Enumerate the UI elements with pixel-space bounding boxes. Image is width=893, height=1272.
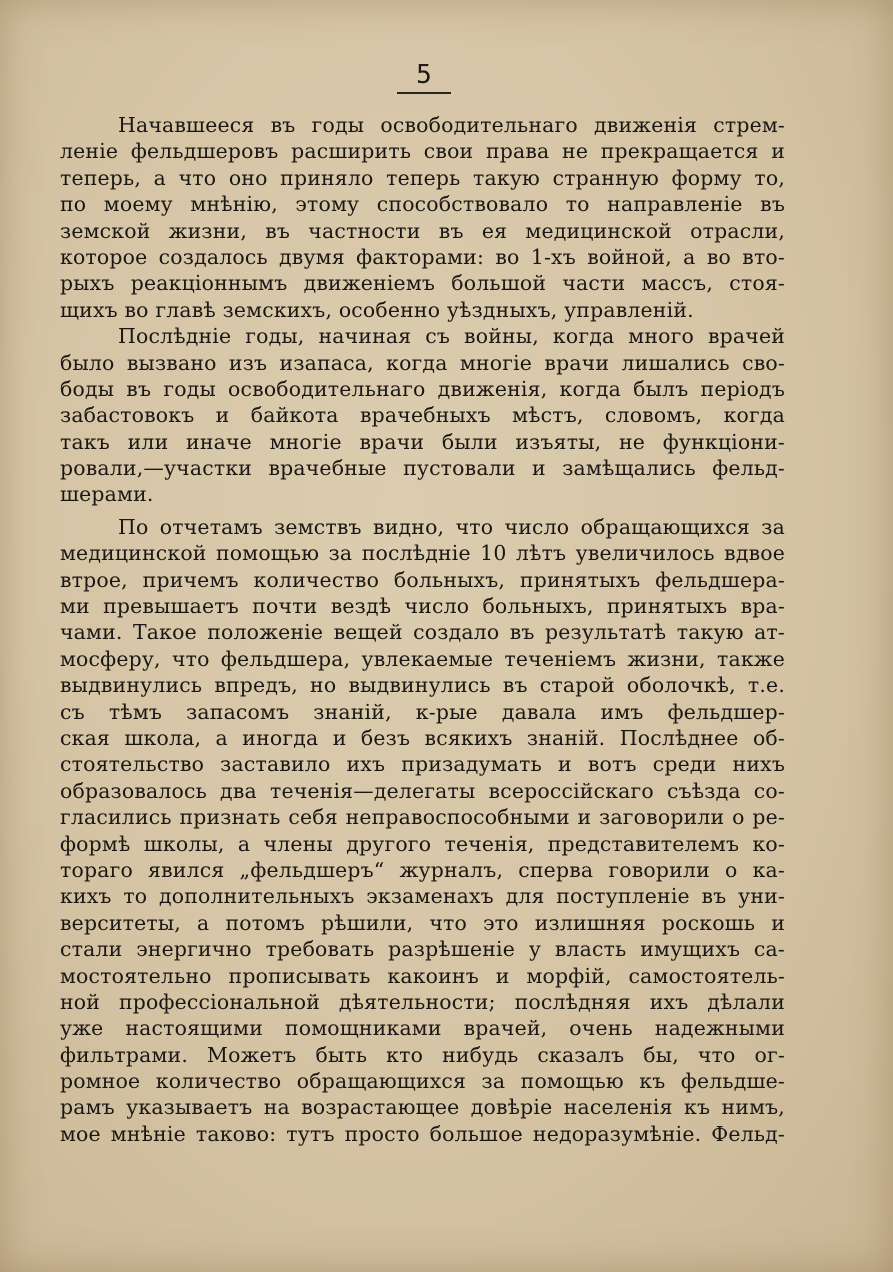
text-line: втрое, причемъ количество больныхъ, принятыхъ фельдшера-: [60, 567, 785, 592]
text-line: мосферу, что фельдшера, увлекаемые теченіемъ жизни, также: [60, 646, 785, 671]
text-line: тораго явился „фельдшеръ“ журналъ, сперва говорили о ка-: [60, 857, 785, 882]
text-line: стали энергично требовать разрѣшеніе у власть имущихъ са-: [60, 937, 785, 962]
text-line: леніе фельдшеровъ расширить свои права не прекращается и: [60, 139, 785, 164]
text-line: образовалось два теченія—делегаты всероссійскаго съѣзда со-: [60, 778, 785, 803]
text-line: фильтрами. Можетъ быть кто нибудь сказалъ бы, что ог-: [60, 1042, 785, 1067]
text-line: теперь, а что оно приняло теперь такую странную форму то,: [60, 165, 785, 190]
text-line: гласились признать себя неправоспособными и заговорили о ре-: [60, 805, 785, 830]
text-line: ми превышаетъ почти вездѣ число больныхъ, принятыхъ вра-: [60, 594, 785, 619]
page-number-rule: [397, 92, 451, 94]
text-line: ровали,—участки врачебные пустовали и замѣщались фельд-: [60, 456, 785, 481]
text-line: По отчетамъ земствъ видно, что число обращающихся за: [118, 514, 785, 539]
text-line: забастовокъ и байкота врачебныхъ мѣстъ, словомъ, когда: [60, 403, 785, 428]
text-line: было вызвано изъ изапаса, когда многіе врачи лишались сво-: [60, 350, 785, 375]
text-line: Начавшееся въ годы освободительнаго движенія стрем-: [118, 113, 785, 137]
text-line: формѣ школы, а члены другого теченія, представителемъ ко-: [60, 831, 785, 856]
text-line: мое мнѣніе таково: тутъ просто большое недоразумѣніе. Фельд-: [60, 1121, 785, 1146]
text-line: стоятельство заставило ихъ призадумать и вотъ среди нихъ: [60, 752, 785, 777]
text-line: шерами.: [60, 482, 154, 507]
text-line: которое создалось двумя факторами: во 1-хъ войной, а во вто-: [60, 244, 785, 269]
text-line: по моему мнѣнію, этому способствовало то направленіе въ: [60, 192, 785, 217]
text-line: ной профессіональной дѣятельности; послѣдняя ихъ дѣлали: [60, 989, 785, 1014]
text-line: медицинской помощью за послѣдніе 10 лѣтъ увеличилось вдвое: [60, 541, 785, 566]
body-text: [60, 112, 785, 1147]
text-line: ромное количество обращающихся за помощью къ фельдше-: [60, 1069, 785, 1094]
text-line: Послѣдніе годы, начиная съ войны, когда много врачей: [118, 324, 785, 349]
page-number: 5: [416, 60, 432, 90]
text-line: мостоятельно прописывать какоинъ и морфій, самостоятель-: [60, 963, 785, 988]
text-line: такъ или иначе многіе врачи были изъяты, не функціони-: [60, 429, 785, 454]
text-line: рыхъ реакціоннымъ движеніемъ большой части массъ, стоя-: [60, 271, 785, 296]
text-line: уже настоящими помощниками врачей, очень надежными: [60, 1016, 785, 1041]
text-line: верситеты, а потомъ рѣшили, что это излишняя роскошь и: [60, 910, 785, 935]
text-line: ская школа, а иногда и безъ всякихъ знаній. Послѣднее об-: [60, 725, 785, 750]
text-line: выдвинулись впредъ, но выдвинулись въ старой оболочкѣ, т.е.: [60, 673, 785, 698]
text-line: чами. Такое положеніе вещей создало въ результатѣ такую ат-: [60, 620, 785, 645]
text-line: кихъ то дополнительныхъ экзаменахъ для поступленіе въ уни-: [60, 884, 785, 909]
text-line: щихъ во главѣ земскихъ, особенно уѣздныхъ, управленій.: [60, 297, 694, 322]
text-line: земской жизни, въ частности въ ея медицинской отрасли,: [60, 218, 785, 243]
text-line: съ тѣмъ запасомъ знаній, к-рые давала имъ фельдшер-: [60, 699, 785, 724]
text-line: рамъ указываетъ на возрастающее довѣріе населенія къ нимъ,: [60, 1095, 785, 1120]
text-line: боды въ годы освободительнаго движенія, когда былъ періодъ: [60, 376, 785, 401]
